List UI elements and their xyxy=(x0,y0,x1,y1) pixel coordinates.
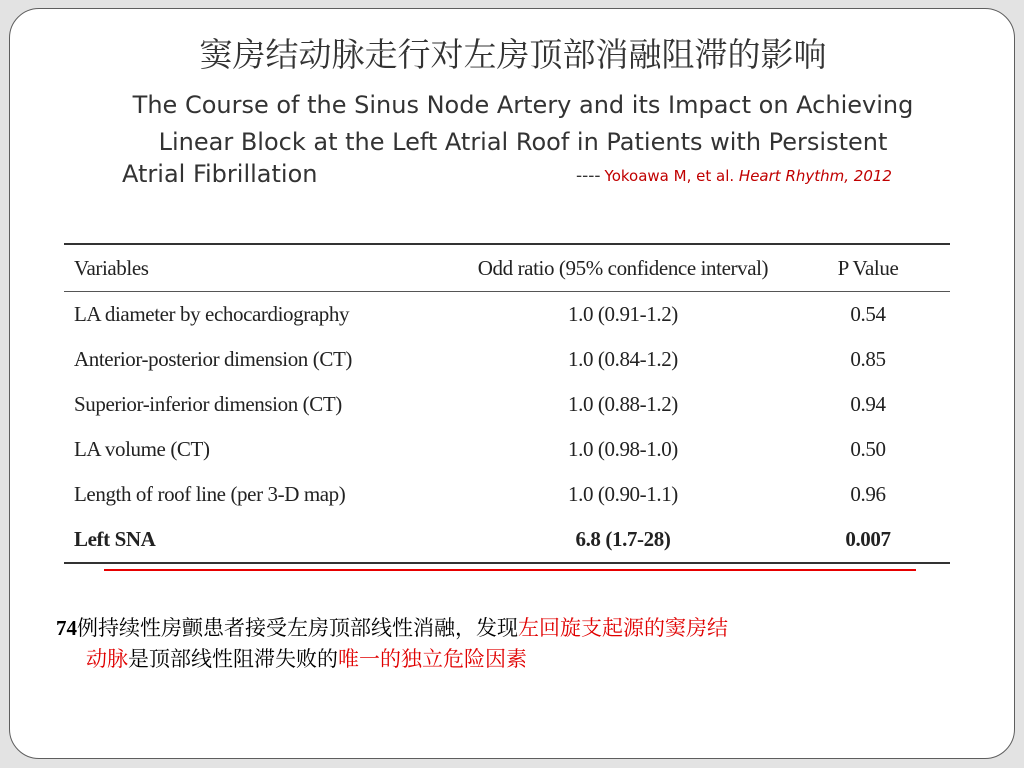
table-header-row xyxy=(64,244,950,292)
summary-text xyxy=(56,613,986,675)
results-table xyxy=(64,243,950,564)
cell-variable: LA diameter by echocardiography xyxy=(74,302,350,326)
summary-highlight-a2: 动脉 xyxy=(86,647,128,671)
citation-journal: Heart Rhythm, 2012 xyxy=(738,167,892,185)
title-english-line-3: Atrial Fibrillation xyxy=(122,160,318,188)
header-variables: Variables xyxy=(64,244,460,292)
cell-variable: Left SNA xyxy=(64,517,460,563)
table-row xyxy=(64,472,950,517)
citation xyxy=(576,162,892,190)
cell-odd-ratio: 6.8 (1.7-28) xyxy=(460,517,786,563)
cell-variable: Length of roof line (per 3-D map) xyxy=(74,482,346,506)
title-english-line-1: The Course of the Sinus Node Artery and its Impact on Achieving xyxy=(132,91,914,119)
citation-dash: ---- xyxy=(576,166,601,186)
cell-odd-ratio: 1.0 (0.90-1.1) xyxy=(568,482,678,506)
summary-count: 74 xyxy=(56,616,77,640)
citation-authors: Yokoawa M, et al. xyxy=(604,167,735,185)
cell-odd-ratio: 1.0 (0.84-1.2) xyxy=(568,347,678,371)
table-row xyxy=(64,427,950,472)
header-odd-ratio: Odd ratio (95% confidence interval) xyxy=(460,244,786,292)
title-english-line-2: Linear Block at the Left Atrial Roof in Patients with Persistent xyxy=(158,128,888,156)
header-p-value: P Value xyxy=(786,244,950,292)
cell-odd-ratio: 1.0 (0.88-1.2) xyxy=(568,392,678,416)
summary-text-b: 是顶部线性阻滞失败的 xyxy=(128,647,338,671)
cell-p-value: 0.50 xyxy=(850,437,886,461)
cell-odd-ratio: 1.0 (0.91-1.2) xyxy=(568,302,678,326)
table-row xyxy=(64,382,950,427)
table-row xyxy=(64,337,950,382)
red-underline xyxy=(104,569,916,571)
table-row-highlight xyxy=(64,517,950,563)
summary-text-a: 例持续性房颤患者接受左房顶部线性消融，发现 xyxy=(77,616,518,640)
table-row xyxy=(64,292,950,338)
slide xyxy=(9,8,1015,759)
cell-p-value: 0.94 xyxy=(850,392,886,416)
cell-variable: LA volume (CT) xyxy=(74,437,210,461)
summary-highlight-a1: 左回旋支起源的窦房结 xyxy=(518,616,728,640)
cell-p-value: 0.007 xyxy=(786,517,950,563)
cell-p-value: 0.54 xyxy=(850,302,886,326)
results-table-wrapper xyxy=(64,243,950,564)
cell-p-value: 0.85 xyxy=(850,347,886,371)
cell-variable: Superior-inferior dimension (CT) xyxy=(74,392,342,416)
summary-highlight-b: 唯一的独立危险因素 xyxy=(338,647,527,671)
cell-p-value: 0.96 xyxy=(850,482,886,506)
summary-line-2 xyxy=(56,644,986,675)
cell-odd-ratio: 1.0 (0.98-1.0) xyxy=(568,437,678,461)
title-chinese: 窦房结动脉走行对左房顶部消融阻滞的影响 xyxy=(199,35,827,74)
cell-variable: Anterior-posterior dimension (CT) xyxy=(74,347,352,371)
title-english xyxy=(88,87,958,161)
